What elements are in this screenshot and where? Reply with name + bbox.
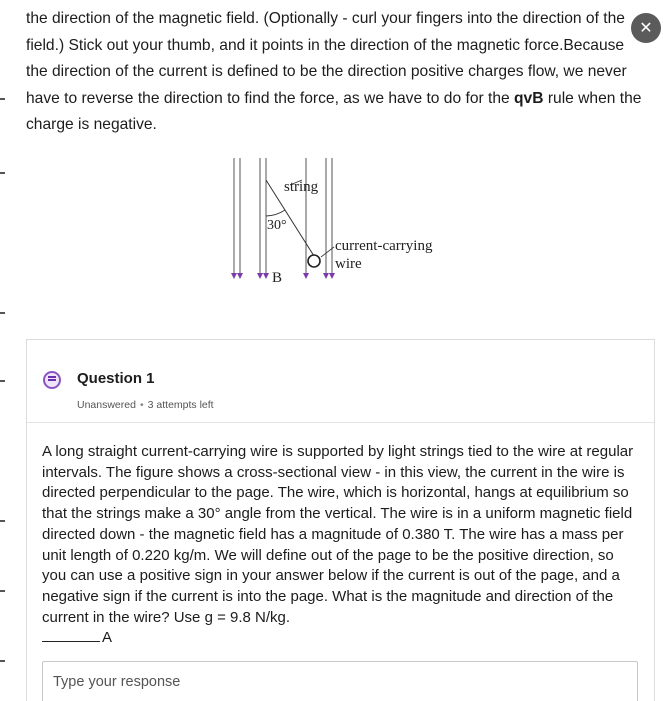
rail-mark [0, 520, 5, 522]
question-card [26, 339, 655, 701]
physics-figure [222, 158, 462, 298]
rail-mark [0, 172, 5, 174]
close-button[interactable] [631, 13, 661, 43]
rail-mark [0, 660, 5, 662]
question-status [77, 399, 214, 411]
question-list-icon [43, 371, 61, 389]
close-icon: ✕ [639, 20, 653, 37]
rail-mark [0, 590, 5, 592]
attempts-text: 3 attempts left [147, 399, 214, 411]
intro-paragraph [26, 6, 648, 139]
angle-arc [266, 210, 285, 216]
intro-text: the direction of the magnetic field. (Optionally - curl your fingers into the direction of the field.) Stick out your thumb, and it points in the direction of the magnetic force.Because the direction of the current is defined to be the direction positive charges flow, we never have to reverse the direction to find the force, as we have to do for the [26, 10, 627, 107]
question-text: A long straight current-carrying wire is supported by light strings tied to the wire at regular intervals. The figure shows a cross-sectional view - in this view, the current in the wire is directed perpendicular to the page. The wire, which is horizontal, hangs at equilibrium so that the strings make a 30° angle from the vertical. The wire is in a uniform magnetic field directed down - the magnetic field has a magnitude of 0.380 T. The wire has a mass per unit length of 0.220 kg/m. We will define out of the page to be the positive direction, so you can use a positive sign in your answer below if the current is out of the page, and a negative sign if the current is into the page. What is the magnitude and direction of the current in the wire? Use g = 9.8 N/kg. [42, 443, 634, 626]
rail-mark [0, 312, 5, 314]
question-title: Question 1 [77, 370, 155, 387]
left-rail [0, 0, 8, 700]
answer-blank [42, 641, 100, 642]
rail-mark [0, 380, 5, 382]
angle-label: 30° [267, 218, 287, 233]
string-label: string [284, 179, 319, 195]
wire-label-line2: wire [335, 256, 362, 272]
question-header [27, 340, 654, 423]
wire-cross-section [308, 255, 320, 267]
intro-bold-formula: qvB [514, 89, 544, 107]
question-body [42, 442, 642, 649]
rail-mark [0, 98, 5, 100]
wire-label-line1: current-carrying [335, 238, 433, 254]
status-text: Unanswered [77, 399, 136, 411]
status-separator: • [139, 399, 144, 411]
response-input[interactable] [42, 661, 638, 701]
intro-text-end: rule when the charge is negative. [26, 89, 642, 134]
field-label: B [272, 270, 283, 286]
answer-unit: A [102, 629, 113, 647]
